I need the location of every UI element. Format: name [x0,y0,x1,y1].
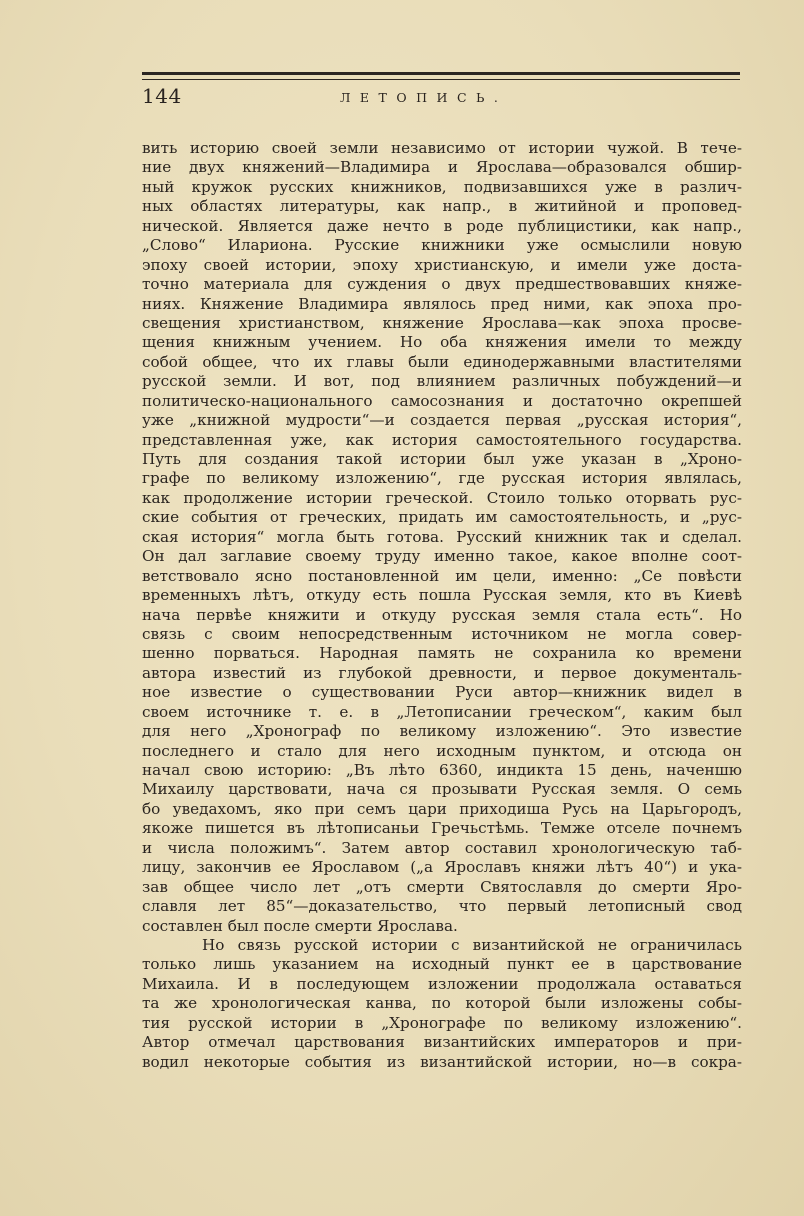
text-line: лицу, закончив ее Ярославом („а Ярославъ княжи лѣтъ 40“) и ука- [142,858,742,877]
text-line: Путь для создания такой истории был уже указан в „Хроно- [142,450,742,468]
text-line: графе по великому изложению“, где русская история являлась, [142,469,742,488]
text-line: начал свою историю: „Въ лѣто 6360, индикта 15 день, наченшю [142,761,742,779]
text-line: представленная уже, как история самостоятельного государства. [142,430,742,449]
text-line: та же хронологическая канва, по которой были изложены собы- [142,994,742,1013]
text-line: уже „книжной мудрости“—и создается первая „русская история“, [142,411,742,430]
header-rule-thick [142,72,740,75]
text-line: свещения христианством, княжение Ярослава—как эпоха просве- [142,313,742,332]
text-line: последнего и стало для него исходным пунктом, и отсюда он [142,741,742,760]
page-number: 144 [142,84,182,108]
text-line: точно материала для суждения о двух предшествовавших княже- [142,275,742,294]
text-line: ное известие о существовании Руси автор—книжник видел в [142,683,742,702]
text-line: своем источнике т. е. в „Летописании греческом“, каким был [142,702,742,721]
text-line: и числа положимъ“. Затем автор составил хронологическую таб- [142,838,742,857]
text-line: ный кружок русских книжников, подвизавшихся уже в различ- [142,177,742,196]
text-line: зав общее число лет „отъ смерти Святославля до смерти Яро- [142,877,742,896]
text-line: эпоху своей истории, эпоху христианскую, и имели уже доста- [142,255,742,274]
text-line: ская история“ могла быть готова. Русский книжник так и сделал. [142,527,742,546]
text-line: Он дал заглавие своему труду именно такое, какое вполне соот- [142,547,742,566]
body-text [142,139,742,1072]
text-line: щения книжным учением. Но оба княжения имели то между [142,333,742,352]
text-line: Автор отмечал царствования византийских императоров и при- [142,1033,742,1052]
text-line: Михаилу царствовати, нача ся прозывати Русская земля. О семь [142,780,742,799]
text-line: нической. Является даже нечто в роде публицистики, как напр., [142,216,742,235]
text-line: русской земли. И вот, под влиянием различных побуждений—и [142,372,742,391]
text-line: вить историю своей земли независимо от истории чужой. В тече- [142,139,742,157]
text-line: шенно порваться. Народная память не сохранила ко времени [142,644,742,663]
text-line: водил некоторые события из византийской истории, но—в сокра- [142,1052,742,1071]
text-line: только лишь указанием на исходный пункт ее в царствование [142,955,742,974]
text-line: для него „Хронограф по великому изложению“. Это известие [142,722,742,741]
text-line: „Слово“ Илариона. Русские книжники уже осмыслили новую [142,236,742,255]
text-line: ниях. Княжение Владимира являлось пред ними, как эпоха про- [142,294,742,313]
header-rule-thin [142,79,740,80]
text-line: временныхъ лѣтъ, откуду есть пошла Русская земля, кто въ Киевѣ [142,586,742,605]
text-line: ские события от греческих, придать им самостоятельность, и „рус- [142,508,742,527]
text-line: связь с своим непосредственным источником не могла совер- [142,624,742,643]
text-line: бо уведахомъ, яко при семъ цари приходиша Русь на Царьгородъ, [142,799,742,818]
text-line: Михаила. И в последующем изложении продолжала оставаться [142,974,742,993]
text-line: ных областях литературы, как напр., в житийной и проповед- [142,197,742,216]
text-line: собой общее, что их главы были единодержавными властителями [142,352,742,371]
text-line: ние двух княжений—Владимира и Ярослава—образовался обшир- [142,158,742,177]
text-line: тия русской истории в „Хронографе по великому изложению“. [142,1013,742,1032]
text-line: политическо-национального самосознания и достаточно окрепшей [142,391,742,410]
text-line: автора известий из глубокой древности, и первое документаль- [142,663,742,682]
paragraph-start-line: Но связь русской истории с византийской не ограничилась [202,935,742,954]
text-line: славля лет 85“—доказательство, что первый летописный свод [142,897,742,916]
text-line: якоже пишется въ лѣтописаньи Гречьстѣмь. Темже отселе почнемъ [142,819,742,838]
text-line: ветствовало ясно постановленной им цели, именно: „Се повѣсти [142,566,742,585]
running-head: ЛЕТОПИСЬ. [340,90,508,105]
text-line: нача первѣе княжити и откуду русская земля стала есть“. Но [142,605,742,624]
paragraph-end-line: составлен был после смерти Ярослава. [142,916,458,935]
text-line: как продолжение истории греческой. Стоило только оторвать рус- [142,488,742,507]
